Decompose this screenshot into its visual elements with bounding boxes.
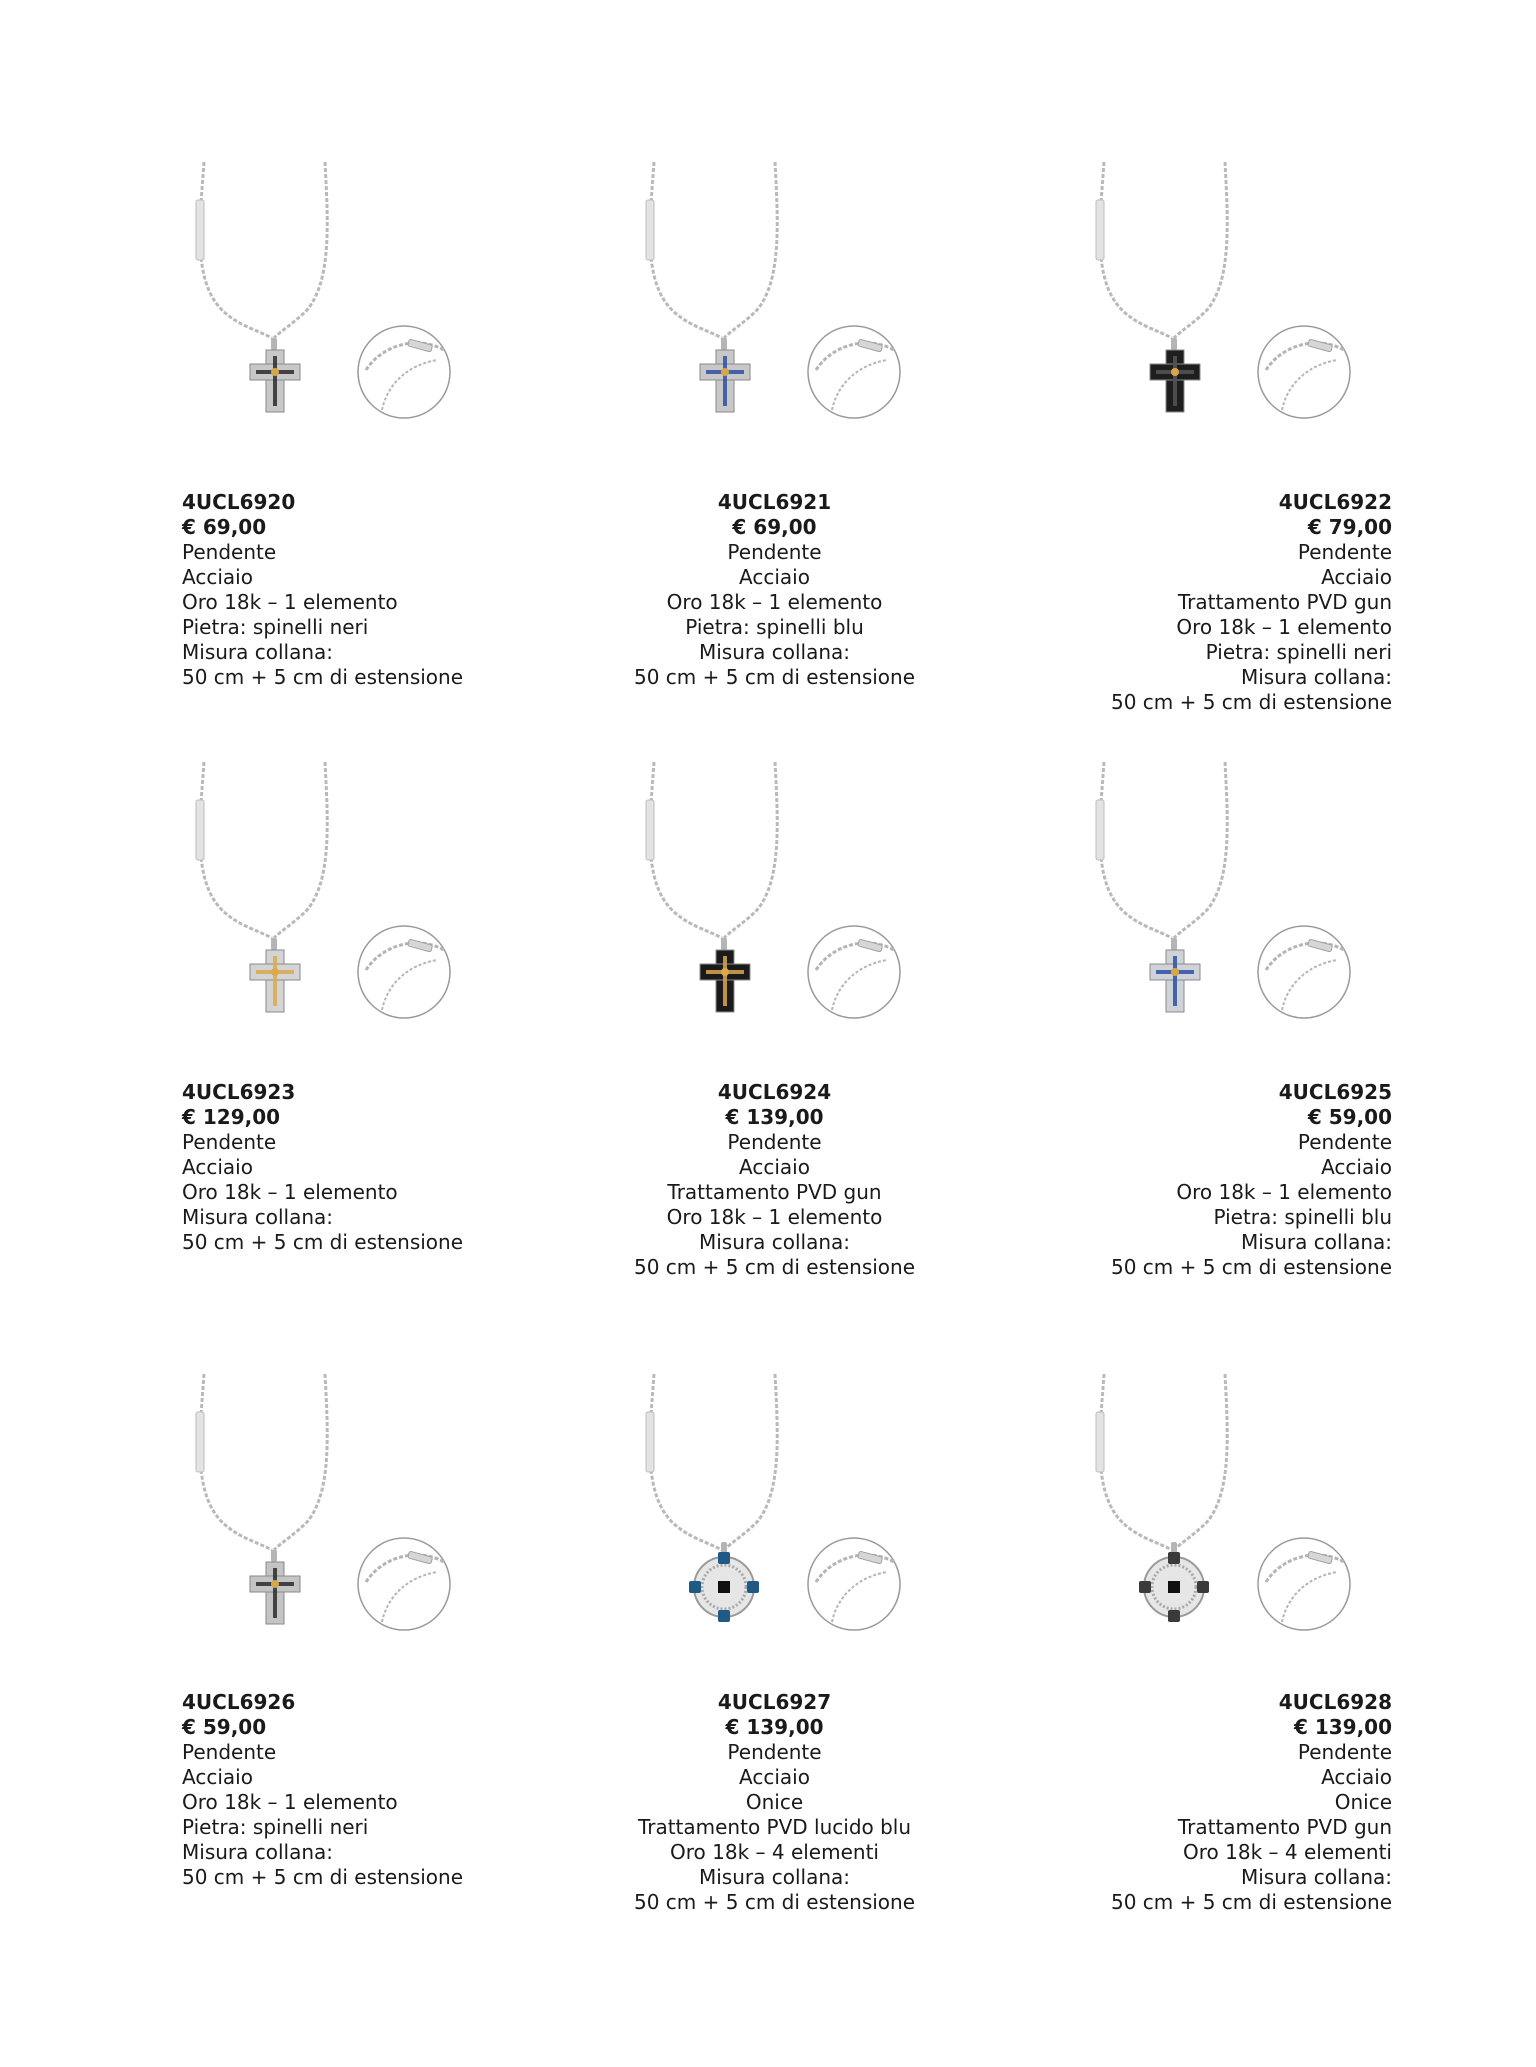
necklace-chain xyxy=(646,1374,777,1550)
cross-pendant xyxy=(250,1550,300,1624)
product-spec-line: Oro 18k – 4 elementi xyxy=(670,1840,879,1864)
necklace-chain xyxy=(646,162,777,338)
necklace-chain xyxy=(196,162,327,338)
product-price: € 79,00 xyxy=(1307,515,1392,539)
necklace-chain xyxy=(646,762,777,938)
cross-pendant xyxy=(250,938,300,1012)
necklace-chain xyxy=(1096,1374,1227,1550)
product-image xyxy=(1082,1372,1372,1652)
product-card xyxy=(1082,160,1392,760)
product-spec-line: Misura collana: xyxy=(182,1840,334,1864)
compass-pendant xyxy=(1139,1542,1209,1622)
product-image xyxy=(632,1372,922,1652)
product-spec-line: Pietra: spinelli neri xyxy=(1205,640,1392,664)
product-spec-line: 50 cm + 5 cm di estensione xyxy=(182,665,464,689)
product-spec-line: Misura collana: xyxy=(182,1205,334,1229)
product-spec-line: Pendente xyxy=(727,540,822,564)
product-spec-line: Oro 18k – 1 elemento xyxy=(666,590,883,614)
product-spec-line: Trattamento PVD gun xyxy=(667,1180,882,1204)
product-spec-line: Pendente xyxy=(1297,1130,1392,1154)
product-spec-line: Pendente xyxy=(182,1130,277,1154)
product-spec-line: Misura collana: xyxy=(698,1230,850,1254)
product-spec-line: Acciaio xyxy=(1321,1155,1392,1179)
necklace-chain xyxy=(1096,762,1227,938)
product-spec-line: Pendente xyxy=(727,1740,822,1764)
product-spec-line: Acciaio xyxy=(739,1155,810,1179)
product-spec-line: Pendente xyxy=(182,540,277,564)
product-spec-line: Onice xyxy=(745,1790,804,1814)
product-card xyxy=(632,760,932,1360)
product-image xyxy=(182,760,472,1040)
product-spec-line: Pendente xyxy=(1297,540,1392,564)
clasp-detail-circle xyxy=(1258,326,1350,418)
product-info xyxy=(632,490,917,690)
product-spec-line: Acciaio xyxy=(182,1765,253,1789)
product-spec-line: 50 cm + 5 cm di estensione xyxy=(1110,690,1392,714)
product-code: 4UCL6921 xyxy=(717,490,832,514)
product-spec-line: Onice xyxy=(1334,1790,1392,1814)
product-spec-line: 50 cm + 5 cm di estensione xyxy=(1110,1255,1392,1279)
product-spec-line: Acciaio xyxy=(739,565,810,589)
clasp-detail-circle xyxy=(358,1538,450,1630)
product-spec-line: Trattamento PVD lucido blu xyxy=(637,1815,912,1839)
product-spec-line: Misura collana: xyxy=(182,640,334,664)
product-price: € 59,00 xyxy=(1307,1105,1392,1129)
product-spec-line: Misura collana: xyxy=(1240,1230,1392,1254)
product-spec-line: Oro 18k – 1 elemento xyxy=(1176,615,1392,639)
product-price: € 69,00 xyxy=(182,515,267,539)
product-info xyxy=(182,1080,463,1255)
product-card xyxy=(182,760,482,1360)
product-card xyxy=(1082,1372,1392,1972)
product-spec-line: Trattamento PVD gun xyxy=(1177,590,1392,614)
product-price: € 59,00 xyxy=(182,1715,267,1739)
product-image xyxy=(182,1372,472,1652)
clasp-detail-circle xyxy=(808,926,900,1018)
clasp-detail-circle xyxy=(808,1538,900,1630)
product-code: 4UCL6924 xyxy=(717,1080,832,1104)
product-card xyxy=(632,160,932,760)
product-spec-line: Oro 18k – 1 elemento xyxy=(182,1180,398,1204)
product-info xyxy=(182,490,463,690)
product-spec-line: Pietra: spinelli blu xyxy=(1213,1205,1392,1229)
product-code: 4UCL6925 xyxy=(1278,1080,1392,1104)
product-spec-line: 50 cm + 5 cm di estensione xyxy=(182,1865,464,1889)
product-image xyxy=(1082,160,1372,440)
product-price: € 139,00 xyxy=(1293,1715,1392,1739)
product-spec-line: Pendente xyxy=(1297,1740,1392,1764)
necklace-chain xyxy=(196,1374,327,1550)
clasp-detail-circle xyxy=(358,326,450,418)
product-price: € 69,00 xyxy=(732,515,817,539)
product-spec-line: Acciaio xyxy=(1321,1765,1392,1789)
product-info xyxy=(1111,490,1392,715)
product-code: 4UCL6923 xyxy=(182,1080,296,1104)
product-card xyxy=(632,1372,932,1972)
clasp-detail-circle xyxy=(808,326,900,418)
product-spec-line: Pietra: spinelli blu xyxy=(685,615,864,639)
product-spec-line: Acciaio xyxy=(182,1155,253,1179)
product-image xyxy=(182,160,472,440)
product-code: 4UCL6927 xyxy=(717,1690,832,1714)
product-price: € 139,00 xyxy=(725,1105,824,1129)
product-spec-line: Acciaio xyxy=(182,565,253,589)
product-spec-line: Acciaio xyxy=(1321,565,1392,589)
product-code: 4UCL6920 xyxy=(182,490,296,514)
product-spec-line: Acciaio xyxy=(739,1765,810,1789)
product-info xyxy=(632,1690,917,1915)
clasp-detail-circle xyxy=(1258,1538,1350,1630)
product-spec-line: Oro 18k – 1 elemento xyxy=(666,1205,883,1229)
clasp-detail-circle xyxy=(358,926,450,1018)
product-spec-line: Pietra: spinelli neri xyxy=(182,1815,369,1839)
product-spec-line: Misura collana: xyxy=(1240,665,1392,689)
product-spec-line: Pendente xyxy=(727,1130,822,1154)
product-code: 4UCL6928 xyxy=(1278,1690,1392,1714)
product-card xyxy=(1082,760,1392,1360)
product-spec-line: Oro 18k – 4 elementi xyxy=(1183,1840,1392,1864)
product-spec-line: Oro 18k – 1 elemento xyxy=(1176,1180,1392,1204)
product-image xyxy=(1082,760,1372,1040)
product-image xyxy=(632,160,922,440)
product-spec-line: Misura collana: xyxy=(1240,1865,1392,1889)
product-code: 4UCL6926 xyxy=(182,1690,296,1714)
cross-pendant xyxy=(250,338,300,412)
product-spec-line: Oro 18k – 1 elemento xyxy=(182,1790,398,1814)
necklace-chain xyxy=(1096,162,1227,338)
product-spec-line: Pendente xyxy=(182,1740,277,1764)
cross-pendant xyxy=(1150,938,1200,1012)
compass-pendant xyxy=(689,1542,759,1622)
cross-pendant xyxy=(700,338,750,412)
product-spec-line: 50 cm + 5 cm di estensione xyxy=(633,1255,916,1279)
product-price: € 139,00 xyxy=(725,1715,824,1739)
cross-pendant xyxy=(700,938,750,1012)
product-image xyxy=(632,760,922,1040)
product-spec-line: Trattamento PVD gun xyxy=(1177,1815,1392,1839)
product-spec-line: Oro 18k – 1 elemento xyxy=(182,590,398,614)
product-info xyxy=(182,1690,463,1890)
product-price: € 129,00 xyxy=(182,1105,281,1129)
product-spec-line: 50 cm + 5 cm di estensione xyxy=(633,665,916,689)
product-info xyxy=(1111,1690,1392,1915)
product-card xyxy=(182,160,482,760)
product-spec-line: Misura collana: xyxy=(698,1865,850,1889)
product-spec-line: Pietra: spinelli neri xyxy=(182,615,369,639)
product-spec-line: Misura collana: xyxy=(698,640,850,664)
product-info xyxy=(632,1080,917,1280)
cross-pendant xyxy=(1150,338,1200,412)
product-code: 4UCL6922 xyxy=(1278,490,1392,514)
product-card xyxy=(182,1372,482,1972)
product-spec-line: 50 cm + 5 cm di estensione xyxy=(182,1230,464,1254)
product-info xyxy=(1111,1080,1392,1280)
clasp-detail-circle xyxy=(1258,926,1350,1018)
product-spec-line: 50 cm + 5 cm di estensione xyxy=(633,1890,916,1914)
product-spec-line: 50 cm + 5 cm di estensione xyxy=(1110,1890,1392,1914)
necklace-chain xyxy=(196,762,327,938)
